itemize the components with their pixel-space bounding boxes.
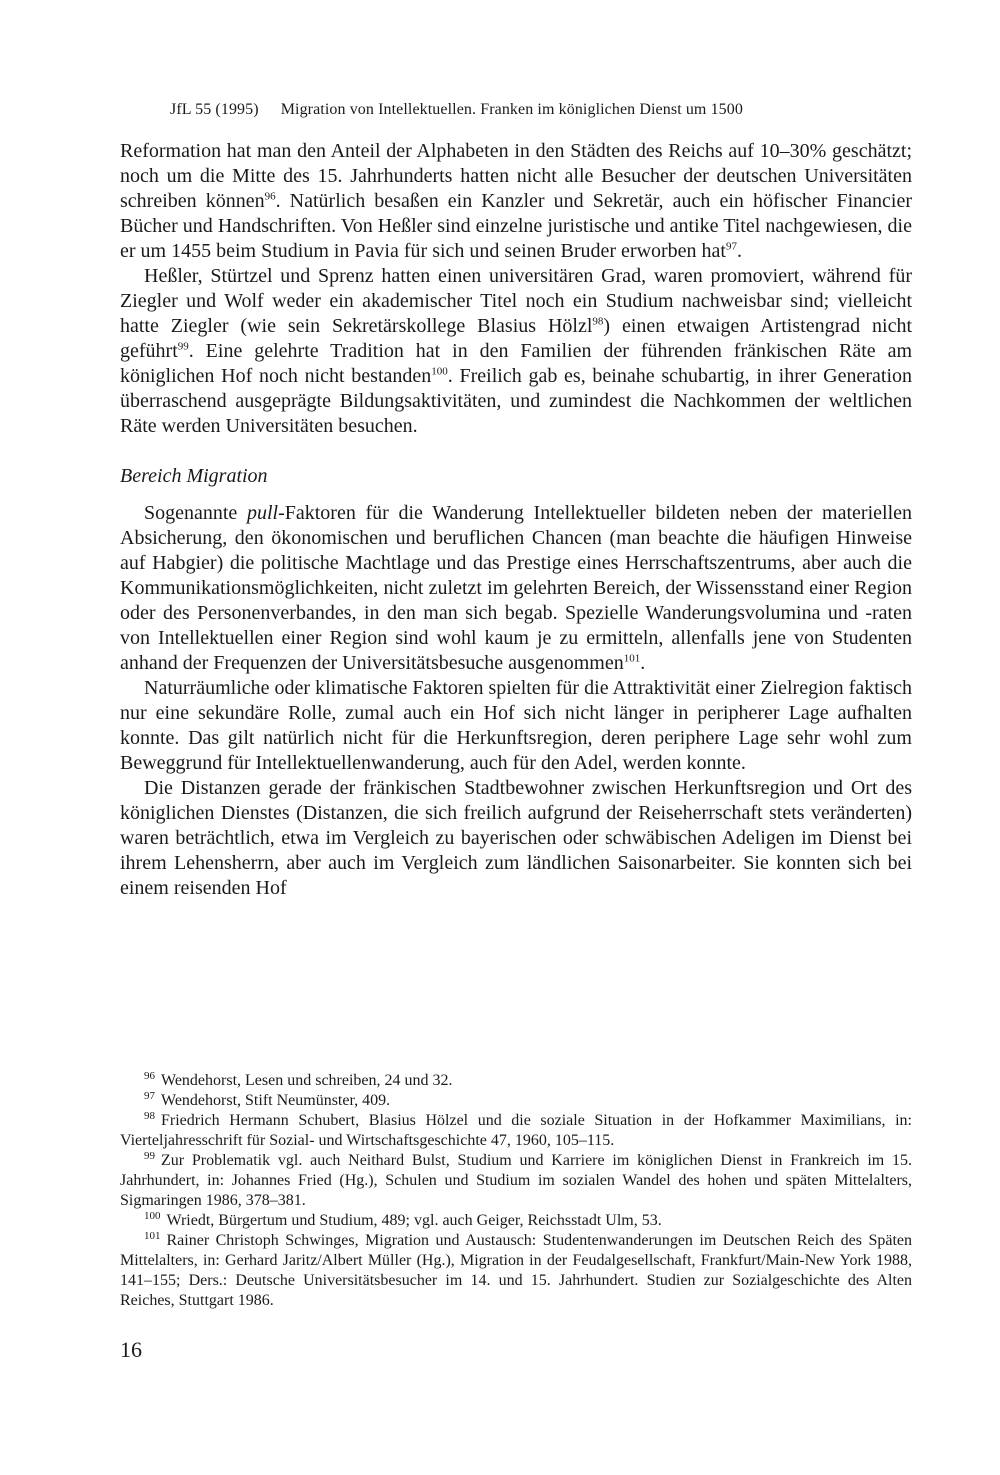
running-header (170, 101, 890, 119)
footnote-number: 101 (144, 1229, 161, 1242)
paragraph-1-text-b: . Natürlich besaßen ein Kanzler und Sekretär, auch ein höfischer Financier Bücher und Handschriften. Von Heßler sind einzelne juristische und antike Titel nachgewiesen, die er um 1455 beim Studium in Pavia für sich und seinen Bruder erworben hat (120, 190, 912, 262)
footnote-number: 100 (144, 1209, 161, 1222)
paragraph-2-text-a: Heßler, Stürtzel und Sprenz hatten einen universitären Grad, waren promoviert, während für Ziegler und Wolf weder ein akademischer Titel noch ein Studium nachweisbar sind; vielleicht hatte Ziegler (wie sein Sekretärskollege Blasius Hölzl (120, 265, 912, 337)
footnote-ref-100: 100 (431, 365, 448, 378)
footnote-ref-97: 97 (726, 240, 737, 253)
page-number: 16 (120, 1337, 142, 1362)
paragraph-3-text-a: Sogenannte (144, 502, 247, 524)
journal-citation: JfL 55 (1995) (170, 101, 259, 118)
footnote-ref-98: 98 (592, 315, 604, 328)
footnote-ref-101: 101 (623, 652, 641, 665)
paragraph-3-text-b: -Faktoren für die Wanderung Intellektueller bildeten neben der materiellen Absicherung, den ökonomischen und beruflichen Chancen (man beachte die häufigen Hinweise auf Habgier) die politische Machtlage und das Prestige eines Herrschaftszentrums, aber auch die Kommunikationsmöglichkeiten, nicht zuletzt im gelehrten Bereich, der Wissensstand einer Region oder des Personenverbandes, in den man sich begab. Spezielle Wanderungsvolumina und -raten von Intellektuellen einer Region sind wohl kaum je zu ermitteln, allenfalls jene von Studenten anhand der Frequenzen der Universitätsbesuche ausgenommen (120, 502, 912, 674)
footnote-number: 96 (144, 1069, 155, 1082)
footnote-text: Wriedt, Bürgertum und Studium, 489; vgl. auch Geiger, Reichsstadt Ulm, 53. (166, 1212, 662, 1229)
paragraph-1-text-a: Reformation hat man den Anteil der Alphabeten in den Städten des Reichs auf 10–30% geschätzt; noch um die Mitte des 15. Jahrhunderts hatten nicht alle Besucher der deutschen Universitäten schreiben können (120, 140, 912, 212)
footnote-100 (120, 1211, 912, 1231)
paragraph-2-text-c: . Eine gelehrte Tradition hat in den Familien der führenden fränkischen Räte am königlichen Hof noch nicht bestanden (120, 340, 912, 387)
footnote-ref-96: 96 (264, 190, 276, 203)
footnote-number: 97 (144, 1089, 155, 1102)
footnote-number: 99 (144, 1149, 155, 1162)
paragraph-3-text-c: . (640, 652, 646, 674)
paragraph-1 (120, 139, 912, 264)
paragraph-4: Naturräumliche oder klimatische Faktoren spielten für die Attraktivität einer Zielregion faktisch nur eine sekundäre Rolle, zumal auch ein Hof sich nicht länger in peripherer Lage aufhalten konnte. Das gilt natürlich nicht für die Herkunftsregion, deren periphere Lage sehr wohl zum Beweggrund für Intellektuellenwanderung, auch für den Adel, werden konnte. (120, 677, 912, 774)
paragraph-2-text-b: ) einen etwaigen Artistengrad nicht geführt (120, 315, 913, 362)
main-text (120, 139, 912, 901)
footnotes (120, 1071, 912, 1311)
running-title: Migration von Intellektuellen. Franken im königlichen Dienst um 1500 (280, 101, 743, 118)
footnote-text: Wendehorst, Stift Neumünster, 409. (161, 1092, 391, 1109)
paragraph-2-text-d: . Freilich gab es, beinahe schubartig, in ihrer Generation überraschend ausgeprägte Bildungsaktivitäten, und zumindest die Nachkommen der weltlichen Räte werden Universitäten besuchen. (120, 365, 912, 437)
footnote-text: Friedrich Hermann Schubert, Blasius Hölzel und die soziale Situation in der Hofkammer Maximilians, in: Vierteljahresschrift für Sozial- und Wirtschaftsgeschichte 47, 1960, 105–115. (120, 1112, 912, 1149)
footnote-ref-99: 99 (177, 340, 189, 353)
paragraph-5: Die Distanzen gerade der fränkischen Stadtbewohner zwischen Herkunftsregion und Ort des königlichen Dienstes (Distanzen, die sich freilich aufgrund der Reiseherrschaft stets veränderten) waren beträchtlich, etwa im Vergleich zu bayerischen oder schwäbischen Adeligen im Dienst bei ihrem Lehensherrn, aber auch im Vergleich zum ländlichen Saisonarbeiter. Sie konnten sich bei einem reisenden Hof (120, 777, 912, 899)
footnote-text: Wendehorst, Lesen und schreiben, 24 und 32. (161, 1072, 453, 1089)
paragraph-3 (120, 501, 912, 676)
section-heading: Bereich Migration (120, 465, 268, 487)
footnote-text: Rainer Christoph Schwinges, Migration und Austausch: Studentenwanderungen im Deutschen Reich des Späten Mittelalters, in: Gerhard Jaritz/Albert Müller (Hg.), Migration in der Feudalgesellschaft, Frankfurt/Main-New York 1988, 141–155; Ders.: Deutsche Universitätsbesucher im 14. und 15. Jahrhundert. Studien zur Sozialgeschichte des Alten Reiches, Stuttgart 1986. (120, 1232, 912, 1309)
paragraph-1-text-c: . (737, 240, 742, 262)
footnote-98 (120, 1111, 912, 1151)
paragraph-3-italic: pull (246, 502, 279, 524)
paragraph-2 (120, 264, 912, 439)
footnote-97 (120, 1091, 912, 1111)
footnote-text: Zur Problematik vgl. auch Neithard Bulst, Studium und Karriere im königlichen Dienst in Frankreich im 15. Jahrhundert, in: Johannes Fried (Hg.), Schulen und Studium im sozialen Wandel des hohen und späten Mittelalters, Sigmaringen 1986, 378–381. (120, 1152, 912, 1209)
footnote-96 (120, 1071, 912, 1091)
footnote-number: 98 (144, 1109, 155, 1122)
footnote-101 (120, 1231, 912, 1311)
footnote-99 (120, 1151, 912, 1211)
